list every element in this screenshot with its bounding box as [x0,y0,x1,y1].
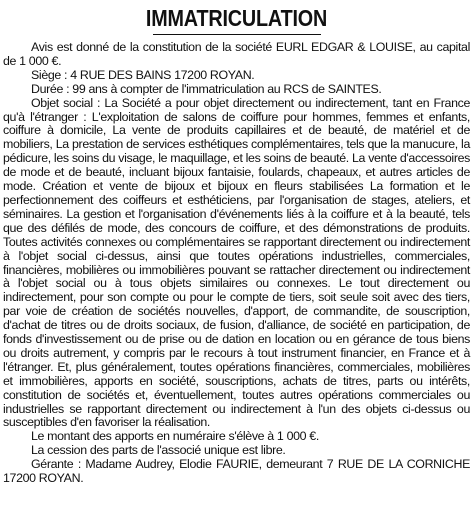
notice-body [3,41,470,486]
paragraph-cession: La cession des parts de l'associé unique est libre. [31,443,286,458]
title-underline [153,34,321,35]
paragraph-objet-social: Objet social : La Société a pour objet directement ou indirectement, tant en France qu'à l'étranger : L'exploitation de salons de coiffure pour hommes, femmes et enfants, coiffure à domicile, La vente de produits capillaires et de beauté, de matériel et de mobiliers, La prestation de services esthétiques complémentaires, tels que la manucure, la pédicure, les soins du visage, le maquillage, et les soins de beauté. La vente d'accessoires de mode et de beauté, incluant bijoux fantaisie, foulards, chapeaux, et autres articles de mode. Création et vente de bijoux et bijoux en fleurs stabilisées La formation et le perfectionnement des coiffeurs et esthéticiens, par l'organisation de stages, ateliers, et séminaires. La gestion et l'organisation d'événements liés à la coiffure et à la beauté, tels que des défilés de mode, des concours de coiffure, et des démonstrations de produits. Toutes activités connexes ou complémentaires se rapportant directement ou indirectement à l'objet social ci-dessus, ainsi que toutes opérations industrielles, commerciales, financières, mobilières ou immobilières pouvant se rattacher directement ou indirectement à l'objet social ou à tous objets similaires ou connexes. Le tout directement ou indirectement, pour son compte ou pour le compte de tiers, soit seule soit avec des tiers, par voie de création de sociétés nouvelles, d'apport, de commandite, de souscription, d'achat de titres ou de droits sociaux, de fusion, d'alliance, de société en participation, de fonds d'investissement ou de prise ou de dation en location ou en gérance de tous biens ou droits autrement, y compris par le recours à tout instrument financier, en France et à l'étranger. Et, plus généralement, toutes opérations financières, commerciales, mobilières et immobilières, apports en société, souscriptions, achats de titres, parts ou intérêts, constitution de sociétés et, éventuellement, toutes autres opérations commerciales ou industrielles se rapportant directement ou indirectement à l'un des objets ci-dessus ou susceptibles d'en favoriser la réalisation. [3,95,470,430]
paragraph-apports: Le montant des apports en numéraire s'élève à 1 000 €. [31,429,319,444]
paragraph-siege: Siège : 4 RUE DES BAINS 17200 ROYAN. [31,67,255,82]
notice-title: IMMATRICULATION [145,5,328,31]
paragraph-constitution: Avis est donné de la constitution de la société EURL EDGAR & LOUISE, au capital de 1 000 €. [3,40,470,68]
paragraph-duree: Durée : 99 ans à compter de l'immatriculation au RCS de SAINTES. [31,81,382,96]
paragraph-gerante: Gérante : Madame Audrey, Elodie FAURIE, demeurant 7 RUE DE LA CORNICHE 17200 ROYAN. [3,457,470,486]
